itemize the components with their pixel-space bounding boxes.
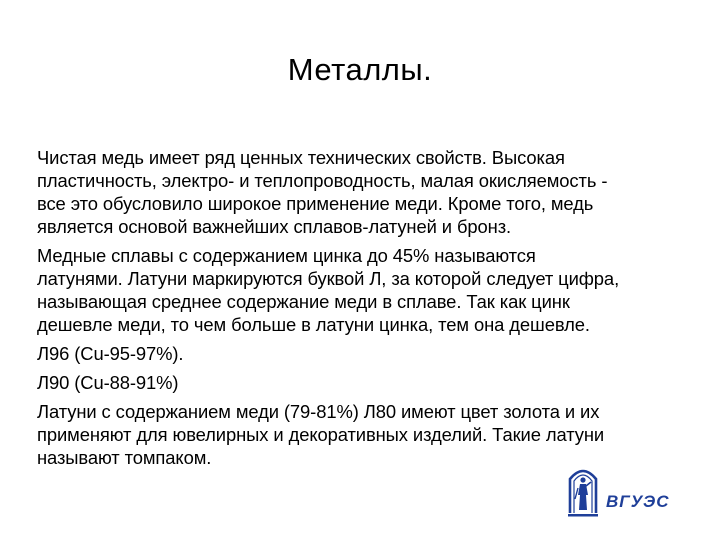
text-line: Чистая медь имеет ряд ценных технических свойств. Высокая <box>37 147 565 168</box>
paragraph-copper-properties <box>37 146 687 238</box>
paragraph-grade-l90 <box>37 371 687 394</box>
text-line: все это обусловило широкое применение меди. Кроме того, медь <box>37 193 594 214</box>
slide-body <box>37 146 687 475</box>
logo-text: ВГУЭС <box>606 492 670 511</box>
text-line: Л90 (Cu-88-91%) <box>37 372 179 393</box>
paragraph-grade-l96 <box>37 342 687 365</box>
text-line: называющая среднее содержание меди в сплаве. Так как цинк <box>37 291 570 312</box>
text-line: называют томпаком. <box>37 447 212 468</box>
text-line: дешевле меди, то чем больше в латуни цинка, тем она дешевле. <box>37 314 590 335</box>
text-line: латунями. Латуни маркируются буквой Л, за которой следует цифра, <box>37 268 620 289</box>
text-line: является основой важнейших сплавов-латуней и бронз. <box>37 216 512 237</box>
text-line: Л96 (Cu-95-97%). <box>37 343 184 364</box>
text-line: Медные сплавы с содержанием цинка до 45% называются <box>37 245 536 266</box>
text-line: Латуни с содержанием меди (79-81%) Л80 имеют цвет золота и их <box>37 401 600 422</box>
paragraph-brass-definition <box>37 244 687 336</box>
slide-title: Металлы. <box>287 52 433 87</box>
text-line: применяют для ювелирных и декоративных изделий. Такие латуни <box>37 424 605 445</box>
university-logo <box>566 465 696 519</box>
paragraph-tombac <box>37 400 687 469</box>
text-line: пластичность, электро- и теплопроводность, малая окисляемость - <box>37 170 608 191</box>
university-emblem-icon <box>566 465 600 517</box>
